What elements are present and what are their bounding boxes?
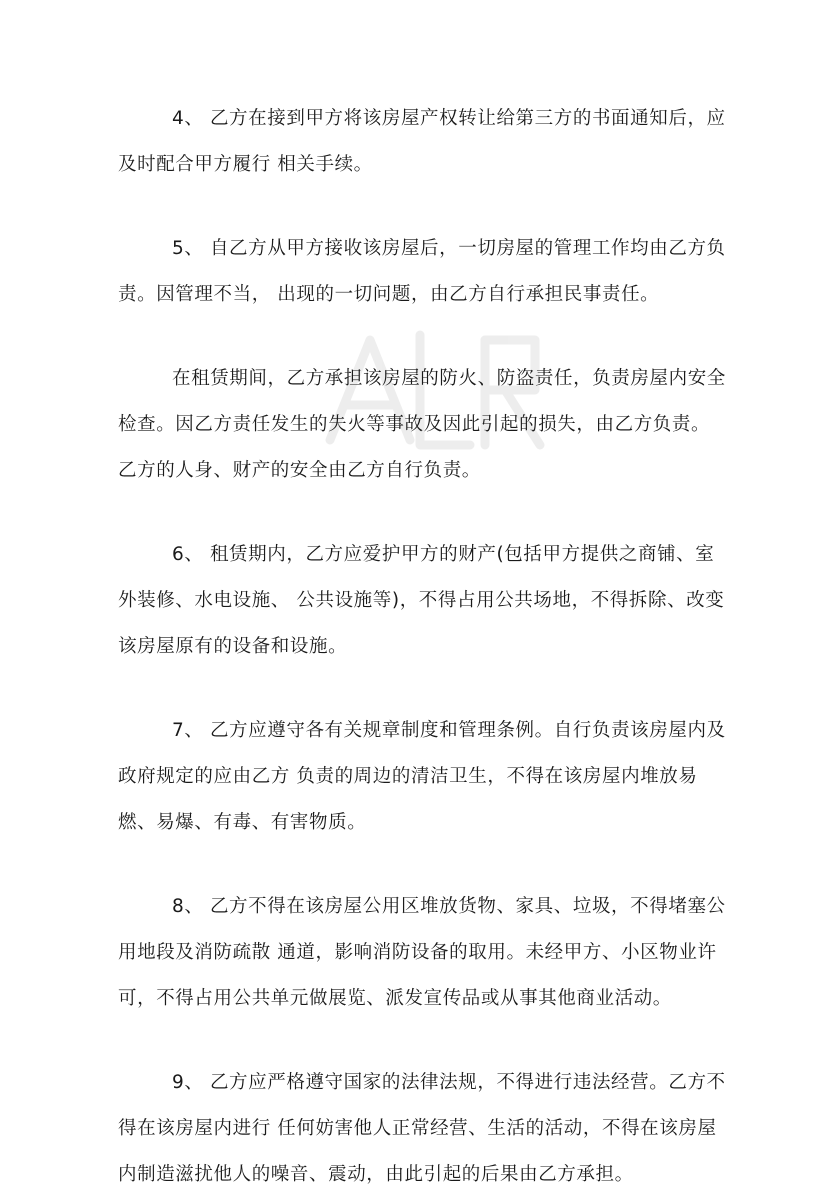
clause-6: 6、 租赁期内，乙方应爱护甲方的财产(包括甲方提供之商铺、室外装修、水电设施、 公共设施等)，不得占用公共场地，不得拆除、改变该房屋原有的设备和设施。 — [118, 544, 725, 657]
clause-5-fire-safety: 在租赁期间，乙方承担该房屋的防火、防盗责任，负责房屋内安全检查。因乙方责任发生的失火等事故及因此引起的损失，由乙方负责。乙方的人身、财产的安全由乙方自行负责。 — [118, 368, 726, 481]
clause-8: 8、 乙方不得在该房屋公用区堆放货物、家具、垃圾，不得堵塞公用地段及消防疏散 通道，影响消防设备的取用。未经甲方、小区物业许可，不得占用公共单元做展览、派发宣传品或从事其他商业活动。 — [118, 896, 726, 1009]
document-body — [118, 96, 728, 1198]
clause-7: 7、 乙方应遵守各有关规章制度和管理条例。自行负责该房屋内及政府规定的应由乙方 负责的周边的清洁卫生，不得在该房屋内堆放易燃、易爆、有毒、有害物质。 — [118, 720, 726, 833]
clause-9: 9、 乙方应严格遵守国家的法律法规，不得进行违法经营。乙方不得在该房屋内进行 任何妨害他人正常经营、生活的活动，不得在该房屋内制造滋扰他人的噪音、震动，由此引起的后果由乙方承担。 — [118, 1072, 726, 1185]
clause-5: 5、 自乙方从甲方接收该房屋后，一切房屋的管理工作均由乙方负责。因管理不当， 出现的一切问题，由乙方自行承担民事责任。 — [118, 238, 726, 305]
clause-4: 4、 乙方在接到甲方将该房屋产权转让给第三方的书面通知后，应及时配合甲方履行 相关手续。 — [118, 108, 726, 175]
